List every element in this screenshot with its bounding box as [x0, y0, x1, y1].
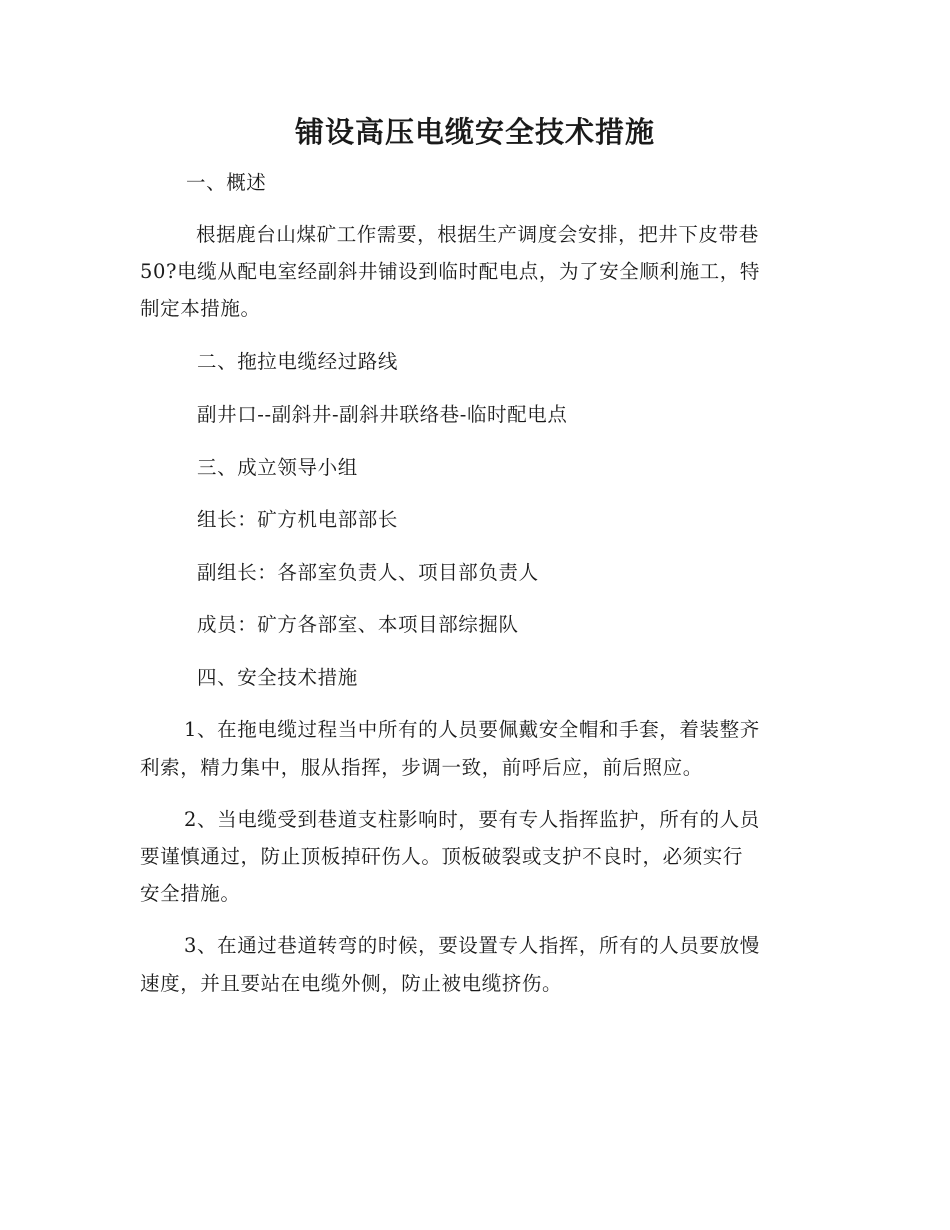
- measure-2-paragraph: [140, 807, 820, 911]
- paragraph-line: 50?电缆从配电室经副斜井铺设到临时配电点，为了安全顺利施工，特: [140, 260, 760, 283]
- section-heading-leadership: 三、成立领导小组: [197, 456, 358, 479]
- measure-3-paragraph: [140, 933, 820, 1001]
- paragraph-line: 3、在通过巷道转弯的时候，要设置专人指挥，所有的人员要放慢: [184, 934, 760, 957]
- paragraph-line: 根据鹿台山煤矿工作需要，根据生产调度会安排，把井下皮带巷: [196, 223, 759, 246]
- section-heading-route: 二、拖拉电缆经过路线: [197, 350, 399, 373]
- members-line: 成员：矿方各部室、本项目部综掘队: [197, 613, 519, 636]
- paragraph-line: 速度，并且要站在电缆外侧，防止被电缆挤伤。: [140, 972, 563, 995]
- deputy-leader-line: 副组长：各部室负责人、项目部负责人: [197, 561, 539, 584]
- leader-line: 组长：矿方机电部部长: [197, 508, 399, 531]
- paragraph-line: 2、当电缆受到巷道支柱影响时，要有专人指挥监护，所有的人员: [184, 808, 760, 831]
- overview-paragraph: [140, 222, 820, 326]
- route-text: 副井口--副斜井-副斜井联络巷-临时配电点: [197, 403, 568, 426]
- paragraph-line: 要谨慎通过，防止顶板掉矸伤人。顶板破裂或支护不良时，必须实行: [140, 845, 744, 868]
- paragraph-line: 利索，精力集中，服从指挥，步调一致，前呼后应，前后照应。: [140, 756, 703, 779]
- paragraph-line: 安全措施。: [140, 882, 241, 905]
- paragraph-line: 1、在拖电缆过程当中所有的人员要佩戴安全帽和手套，着装整齐: [184, 718, 760, 741]
- paragraph-line: 制定本措施。: [140, 297, 261, 320]
- section-heading-overview: 一、概述: [186, 171, 267, 194]
- measure-1-paragraph: [140, 717, 820, 785]
- document-title: 铺设高压电缆安全技术措施: [294, 115, 655, 149]
- section-heading-measures: 四、安全技术措施: [197, 666, 358, 689]
